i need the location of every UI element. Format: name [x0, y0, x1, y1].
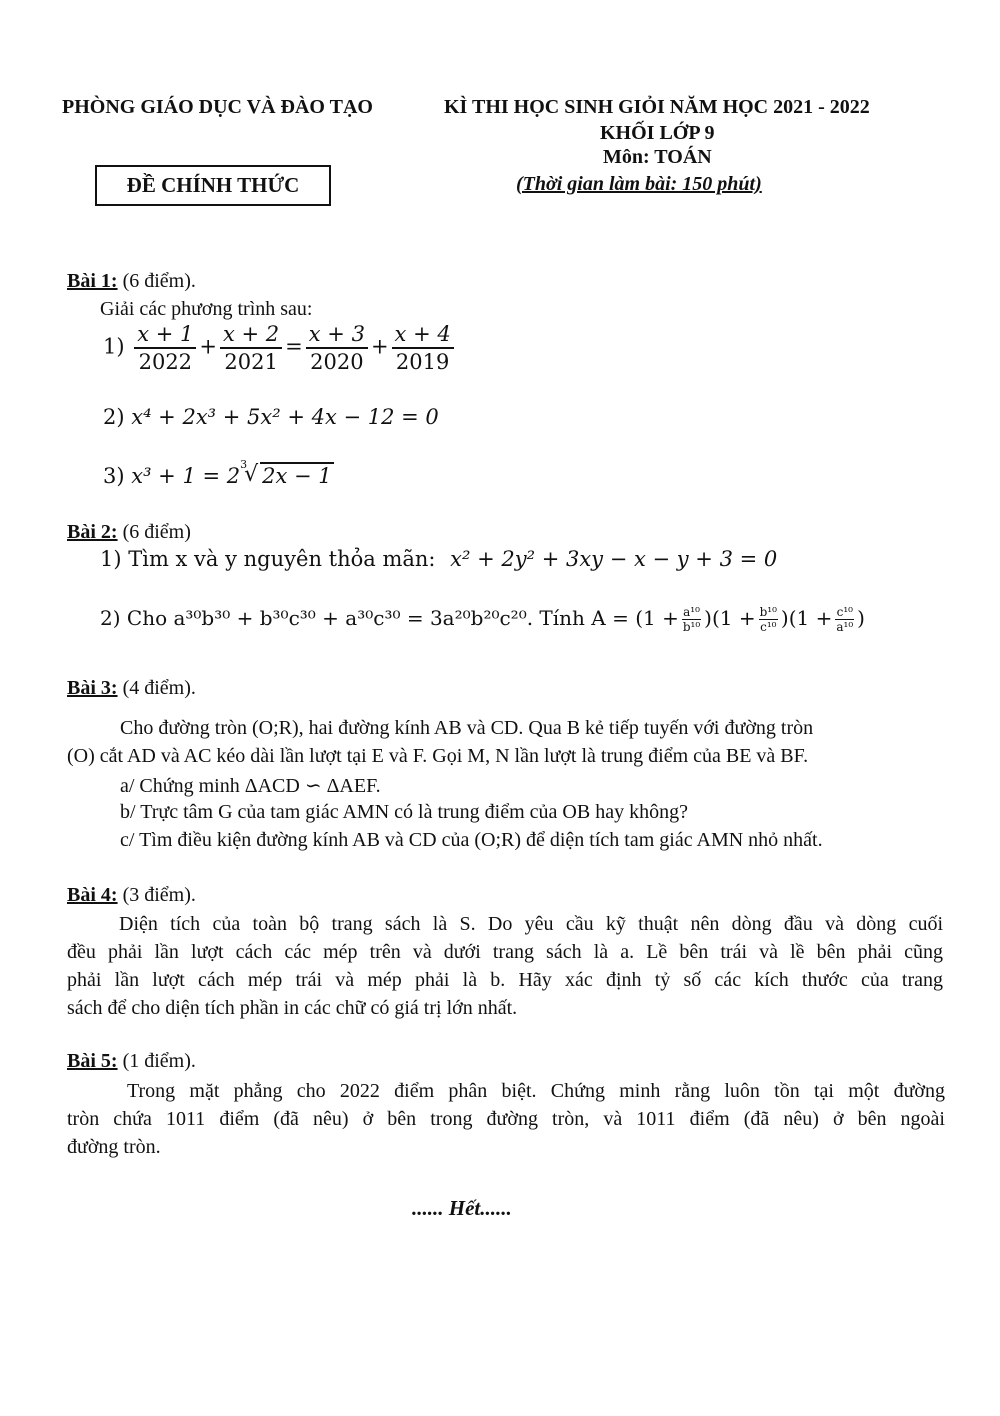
bai1-heading — [67, 270, 196, 293]
bai5-points: (1 điểm). — [117, 1050, 196, 1072]
bai3-line-2: (O) cắt AD và AC kéo dài lần lượt tại E và F. Gọi M, N lần lượt là trung điểm của BE và BF. — [67, 745, 809, 767]
cube-root: 3 √ 2x − 1 — [240, 458, 332, 488]
exam-title: KÌ THI HỌC SINH GIỎI NĂM HỌC 2021 - 2022 — [444, 96, 870, 118]
bai2-heading — [67, 521, 191, 544]
end-mark: ...... Hết...... — [412, 1196, 512, 1220]
fraction: $\frac{x + 4}{2019}$ — [392, 322, 454, 374]
bai4-paragraph: Diện tích của toàn bộ trang sách là S. Do yêu cầu kỹ thuật nên dòng đầu và dòng cuối đều phải lần lượt cách các mép trên và dưới trang sách là a. Lề bên trái và lề bên phải cũng phải lần lượt cách mép trái và mép phải là b. Hãy xác định tỷ số các kích thước của trang sách để cho diện tích phần in các chữ có giá trị lớn nhất. — [67, 913, 943, 1019]
bai1-equation-3: 3) x³ + 1 = 2 3 √ 2x − 1 — [103, 458, 332, 488]
bai2-title: Bài 2: — [67, 521, 118, 543]
bai3-part-c: c/ Tìm điều kiện đường kính AB và CD của (O;R) để diện tích tam giác AMN nhỏ nhất. — [120, 829, 823, 851]
bai2-problem-2: 2) Cho a³⁰b³⁰ + b³⁰c³⁰ + a³⁰c³⁰ = 3a²⁰b²⁰c²⁰. Tính A = (1 + $\frac{\text{a¹⁰}}{\text{b¹⁰}}$ )(1 + $\frac{\text{b¹⁰}}{\text{c¹⁰}}$ )(1 + $\frac{\text{c¹⁰}}{\text{a¹⁰}}$ ) — [100, 605, 865, 634]
bai1-points: (6 điểm). — [117, 270, 196, 292]
bai4-title: Bài 4: — [67, 884, 118, 906]
bai2-points: (6 điểm) — [117, 521, 191, 543]
fraction: $\frac{x + 3}{2020}$ — [306, 322, 368, 374]
bai3-part-a: a/ Chứng minh ΔACD ∽ ΔAEF. — [120, 775, 381, 797]
bai4-heading — [67, 884, 196, 907]
bai3-heading — [67, 677, 196, 700]
fraction: $\frac{x + 2}{2021}$ — [220, 322, 282, 374]
bai2-problem-1: 1) Tìm x và y nguyên thỏa mãn: x² + 2y² + 3xy − x − y + 3 = 0 — [100, 547, 778, 571]
bai1-p1-label: 1) — [103, 334, 125, 359]
bai3-line-1: Cho đường tròn (O;R), hai đường kính AB và CD. Qua B kẻ tiếp tuyến với đường tròn — [120, 717, 814, 739]
fraction: $\frac{\text{b¹⁰}}{\text{c¹⁰}}$ — [759, 605, 777, 634]
bai3-points: (4 điểm). — [117, 677, 196, 699]
bai1-intro: Giải các phương trình sau: — [100, 298, 313, 320]
bai5-title: Bài 5: — [67, 1050, 118, 1072]
fraction: $\frac{\text{a¹⁰}}{\text{b¹⁰}}$ — [682, 605, 701, 634]
grade-level: KHỐI LỚP 9 — [600, 122, 715, 144]
bai3-title: Bài 3: — [67, 677, 118, 699]
time-limit: (Thời gian làm bài: 150 phút) — [516, 173, 762, 195]
bai3-part-b: b/ Trực tâm G của tam giác AMN có là trung điểm của OB hay không? — [120, 801, 688, 823]
subject: Môn: TOÁN — [603, 146, 712, 168]
bai1-equation-2: 2) x⁴ + 2x³ + 5x² + 4x − 12 = 0 — [103, 405, 439, 429]
fraction: $\frac{\text{c¹⁰}}{\text{a¹⁰}}$ — [836, 605, 854, 634]
fraction: $\frac{x + 1}{2022}$ — [134, 322, 196, 374]
bai5-paragraph: Trong mặt phẳng cho 2022 điểm phân biệt. Chứng minh rằng luôn tồn tại một đường tròn chứa 1011 điểm (đã nêu) ở bên trong đường tròn, và 1011 điểm (đã nêu) ở bên ngoài đường tròn. — [67, 1080, 945, 1158]
official-exam-badge: ĐỀ CHÍNH THỨC — [95, 165, 331, 206]
bai4-points: (3 điểm). — [117, 884, 196, 906]
bai1-equation-1: 1) $\frac{x + 1}{2022}$ + $\frac{x + 2}{2021}$ = $\frac{x + 3}{2020}$ + $\frac{x + 4}{2019}$ — [103, 322, 457, 374]
department-name: PHÒNG GIÁO DỤC VÀ ĐÀO TẠO — [62, 96, 373, 118]
bai1-title: Bài 1: — [67, 270, 118, 292]
bai5-heading — [67, 1050, 196, 1073]
